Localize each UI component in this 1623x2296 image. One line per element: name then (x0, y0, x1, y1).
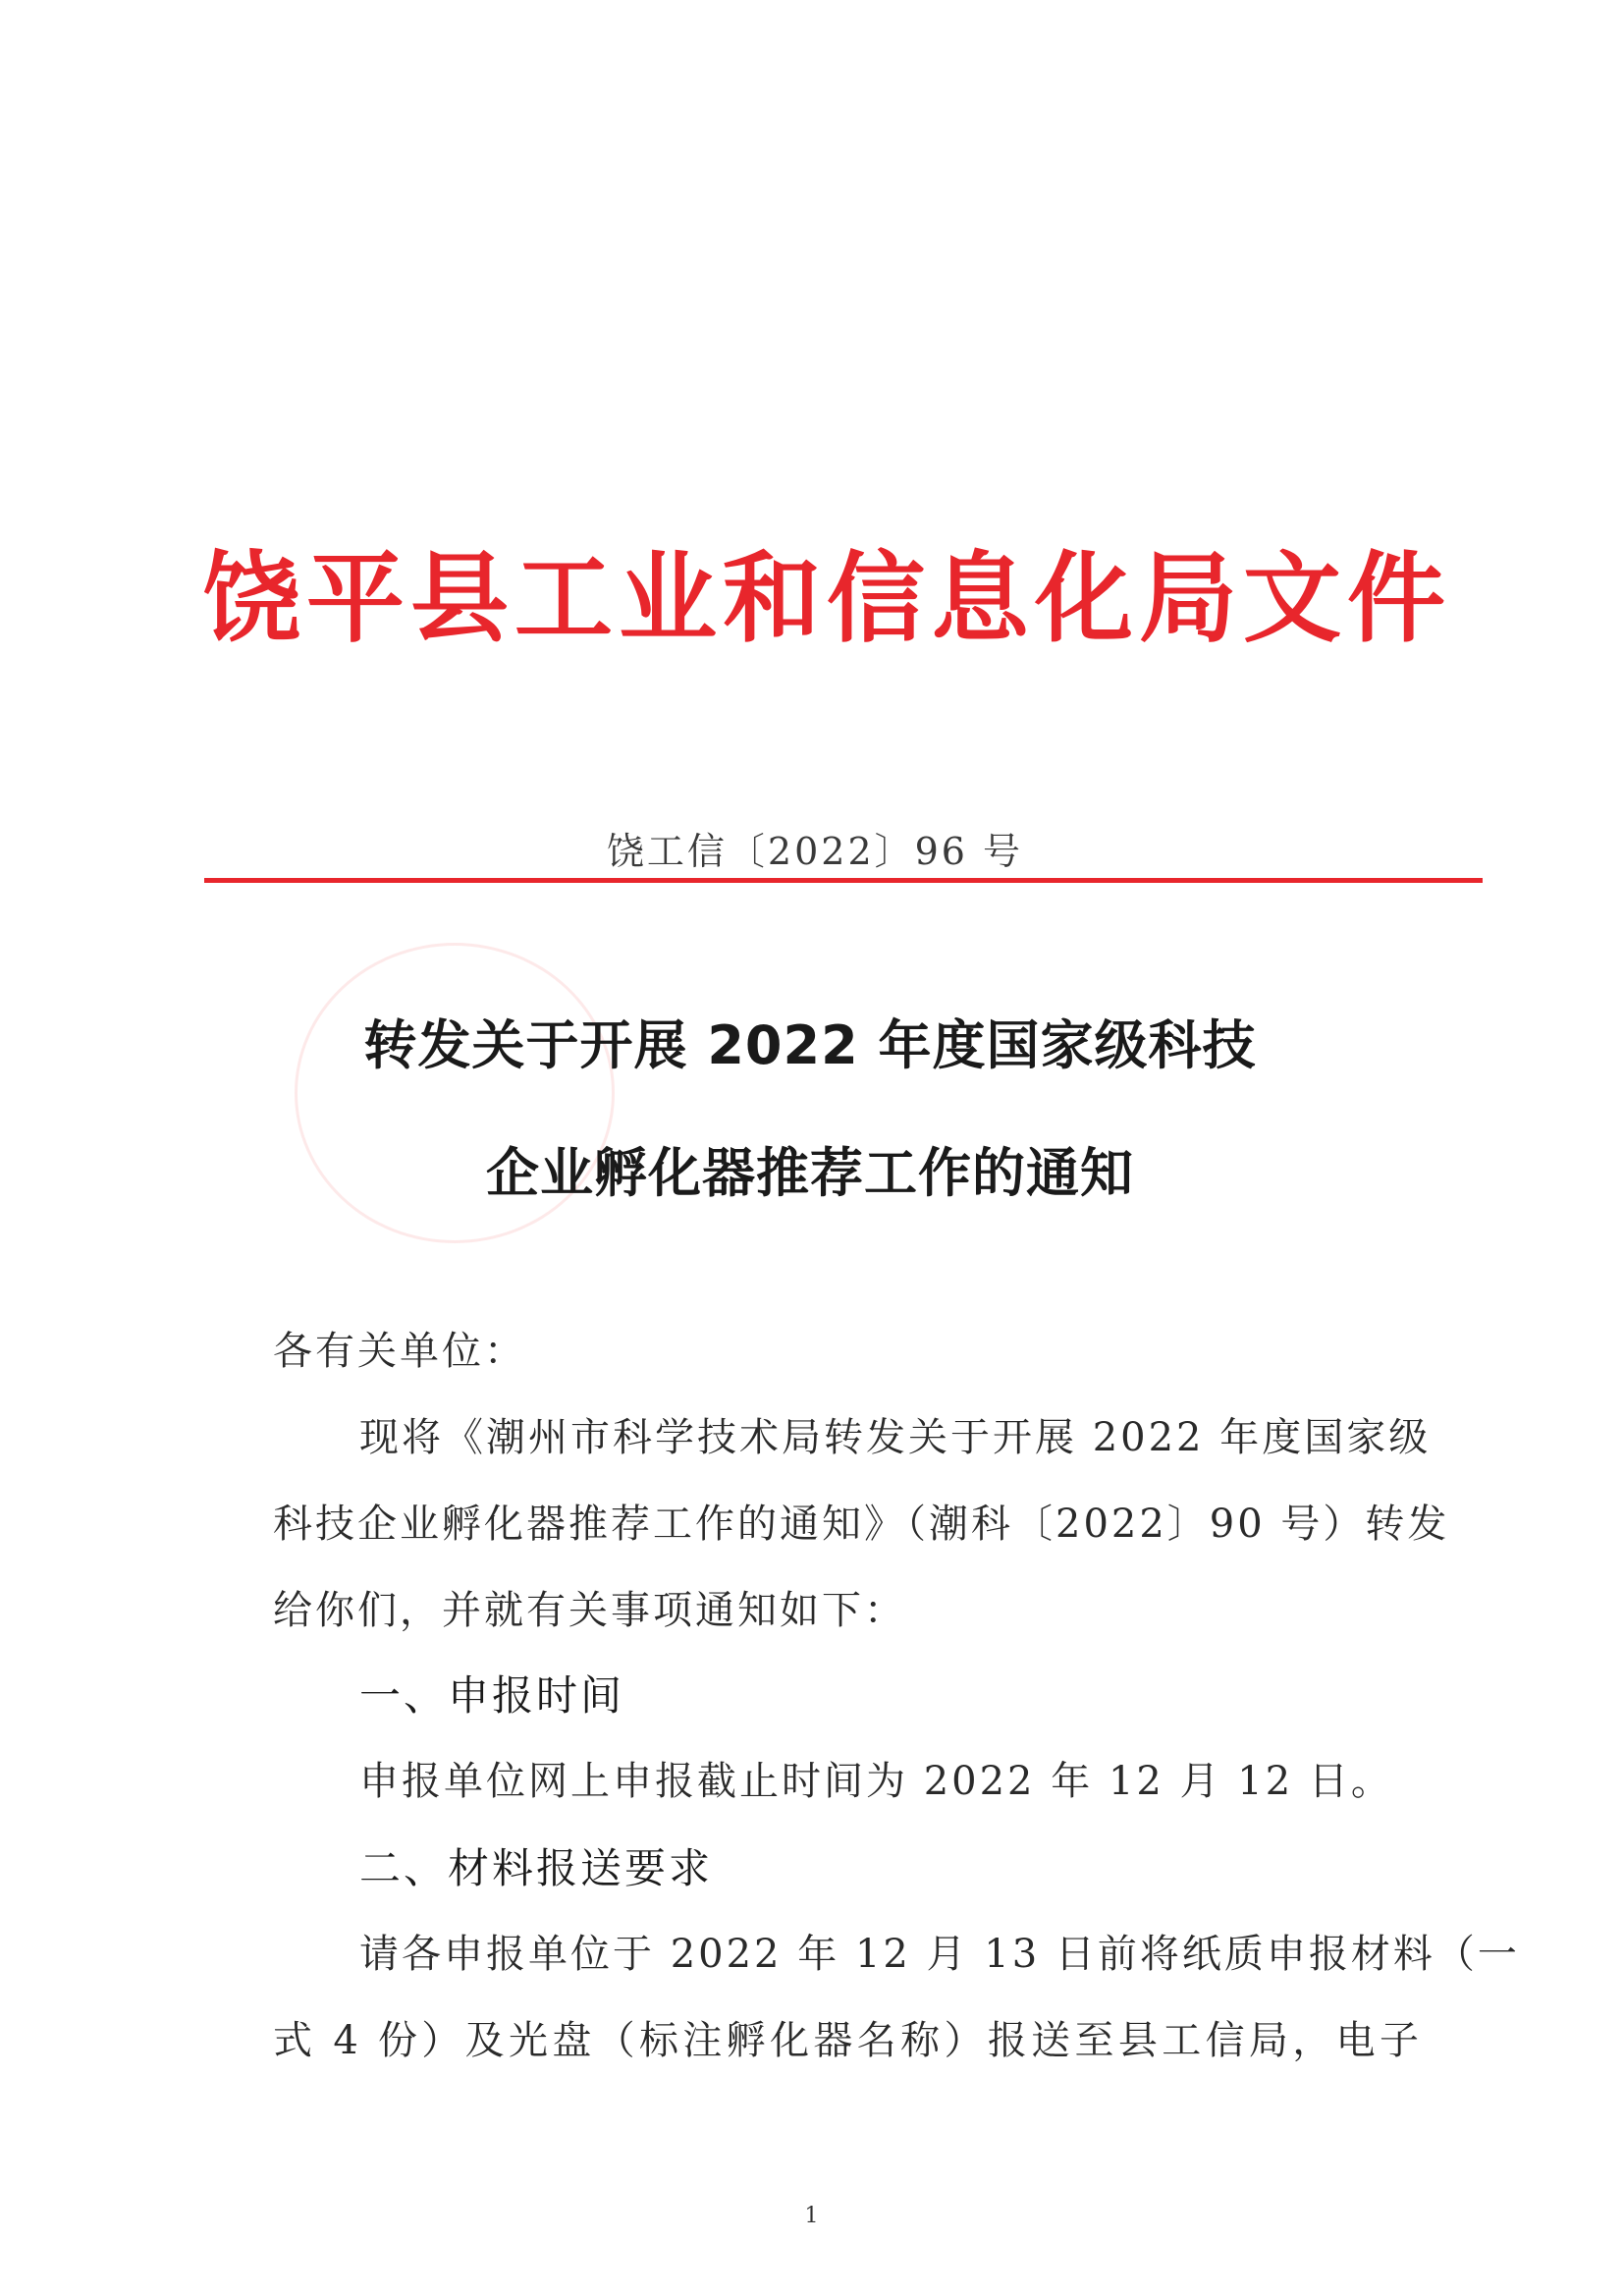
section-2-line-2: 式 4 份）及光盘（标注孵化器名称）报送至县工信局，电子 (273, 2018, 1422, 2063)
notice-title-line-2: 企业孵化器推荐工作的通知 (486, 1142, 1134, 1204)
page-number: 1 (804, 2204, 819, 2228)
document-number: 饶工信〔2022〕96 号 (606, 830, 1024, 873)
intro-paragraph-line-3: 给你们，并就有关事项通知如下： (273, 1588, 906, 1633)
section-1-text: 申报单位网上申报截止时间为 2022 年 12 月 12 日。 (359, 1759, 1393, 1804)
intro-paragraph-line-2: 科技企业孵化器推荐工作的通知》（潮科〔2022〕90 号）转发 (273, 1502, 1450, 1547)
intro-paragraph-line-1: 现将《潮州市科学技术局转发关于开展 2022 年度国家级 (359, 1415, 1432, 1460)
notice-title-line-1: 转发关于开展 2022 年度国家级科技 (363, 1014, 1257, 1076)
salutation: 各有关单位： (273, 1329, 526, 1374)
section-2-line-1: 请各申报单位于 2022 年 12 月 13 日前将纸质申报材料（一 (359, 1932, 1520, 1977)
red-divider-line (204, 878, 1483, 883)
masthead-title: 饶平县工业和信息化局文件 (202, 541, 1451, 656)
section-2-heading: 二、材料报送要求 (359, 1844, 714, 1892)
section-1-heading: 一、申报时间 (359, 1671, 625, 1720)
